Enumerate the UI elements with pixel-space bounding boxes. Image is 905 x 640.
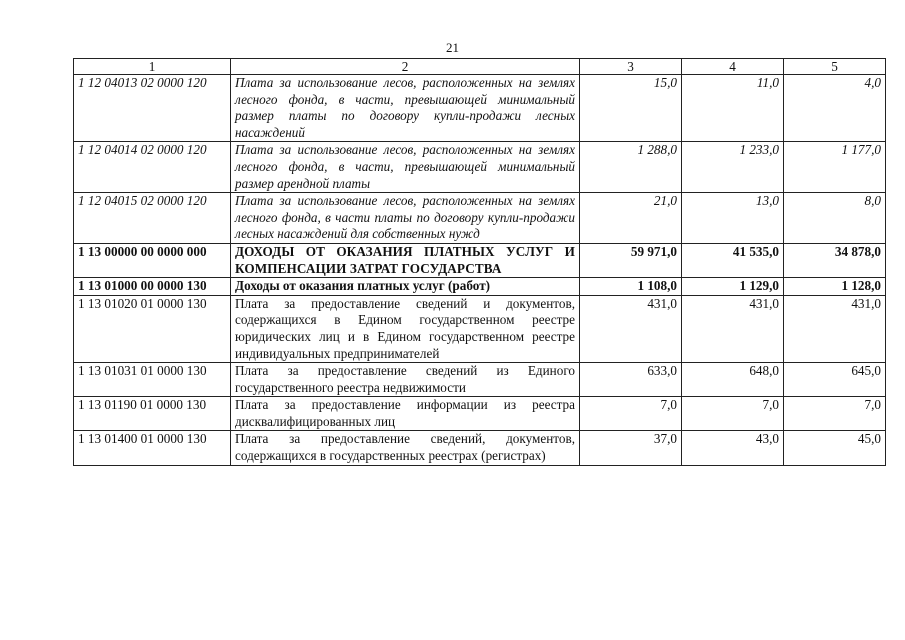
table-row xyxy=(74,142,886,193)
value-col-4: 43,0 xyxy=(682,431,784,465)
value-col-3: 633,0 xyxy=(580,363,682,397)
value-col-4: 11,0 xyxy=(682,75,784,142)
value-col-5: 1 128,0 xyxy=(784,278,886,296)
value-col-4: 7,0 xyxy=(682,397,784,431)
header-col-2: 2 xyxy=(231,59,580,75)
budget-code: 1 13 01020 01 0000 130 xyxy=(74,295,231,362)
value-col-4: 1 129,0 xyxy=(682,278,784,296)
income-name: Плата за использование лесов, расположенных на землях лесного фонда, в части, превышающей минимальный размер арендной платы xyxy=(231,142,580,193)
value-col-4: 431,0 xyxy=(682,295,784,362)
budget-code: 1 12 04014 02 0000 120 xyxy=(74,142,231,193)
table-row xyxy=(74,278,886,296)
value-col-3: 15,0 xyxy=(580,75,682,142)
table-row xyxy=(74,295,886,362)
header-col-3: 3 xyxy=(580,59,682,75)
income-name: Плата за предоставление сведений и документов, содержащихся в Едином государственном реестре юридических лиц и в Едином государственном реестре индивидуальных предпринимателей xyxy=(231,295,580,362)
value-col-5: 45,0 xyxy=(784,431,886,465)
budget-code: 1 12 04015 02 0000 120 xyxy=(74,193,231,244)
income-name: Плата за предоставление сведений из Единого государственного реестра недвижимости xyxy=(231,363,580,397)
income-name: ДОХОДЫ ОТ ОКАЗАНИЯ ПЛАТНЫХ УСЛУГ И КОМПЕНСАЦИИ ЗАТРАТ ГОСУДАРСТВА xyxy=(231,243,580,277)
value-col-3: 7,0 xyxy=(580,397,682,431)
income-name: Плата за предоставление сведений, документов, содержащихся в государственных реестрах (регистрах) xyxy=(231,431,580,465)
value-col-4: 41 535,0 xyxy=(682,243,784,277)
budget-code: 1 13 01000 00 0000 130 xyxy=(74,278,231,296)
header-col-4: 4 xyxy=(682,59,784,75)
value-col-5: 1 177,0 xyxy=(784,142,886,193)
budget-code: 1 13 01031 01 0000 130 xyxy=(74,363,231,397)
table-row xyxy=(74,75,886,142)
budget-code: 1 13 00000 00 0000 000 xyxy=(74,243,231,277)
value-col-3: 59 971,0 xyxy=(580,243,682,277)
income-name: Плата за использование лесов, расположенных на землях лесного фонда, в части платы по договору купли-продажи лесных насаждений для собственных нужд xyxy=(231,193,580,244)
value-col-4: 648,0 xyxy=(682,363,784,397)
budget-code: 1 13 01190 01 0000 130 xyxy=(74,397,231,431)
value-col-3: 431,0 xyxy=(580,295,682,362)
value-col-3: 21,0 xyxy=(580,193,682,244)
value-col-4: 13,0 xyxy=(682,193,784,244)
table-row xyxy=(74,397,886,431)
value-col-3: 1 108,0 xyxy=(580,278,682,296)
header-col-5: 5 xyxy=(784,59,886,75)
budget-code: 1 12 04013 02 0000 120 xyxy=(74,75,231,142)
value-col-5: 4,0 xyxy=(784,75,886,142)
table-row xyxy=(74,431,886,465)
value-col-5: 7,0 xyxy=(784,397,886,431)
value-col-4: 1 233,0 xyxy=(682,142,784,193)
value-col-5: 34 878,0 xyxy=(784,243,886,277)
income-name: Плата за использование лесов, расположенных на землях лесного фонда, в части, превышающей минимальный размер платы по договору купли-продажи лесных насаждений xyxy=(231,75,580,142)
header-col-1: 1 xyxy=(74,59,231,75)
budget-table xyxy=(73,58,886,466)
table-row xyxy=(74,243,886,277)
income-name: Доходы от оказания платных услуг (работ) xyxy=(231,278,580,296)
budget-code: 1 13 01400 01 0000 130 xyxy=(74,431,231,465)
value-col-3: 37,0 xyxy=(580,431,682,465)
value-col-5: 645,0 xyxy=(784,363,886,397)
page-number: 21 xyxy=(446,40,459,55)
table-row xyxy=(74,193,886,244)
value-col-3: 1 288,0 xyxy=(580,142,682,193)
value-col-5: 431,0 xyxy=(784,295,886,362)
table-row xyxy=(74,363,886,397)
income-name: Плата за предоставление информации из реестра дисквалифицированных лиц xyxy=(231,397,580,431)
value-col-5: 8,0 xyxy=(784,193,886,244)
header-row xyxy=(74,59,886,75)
